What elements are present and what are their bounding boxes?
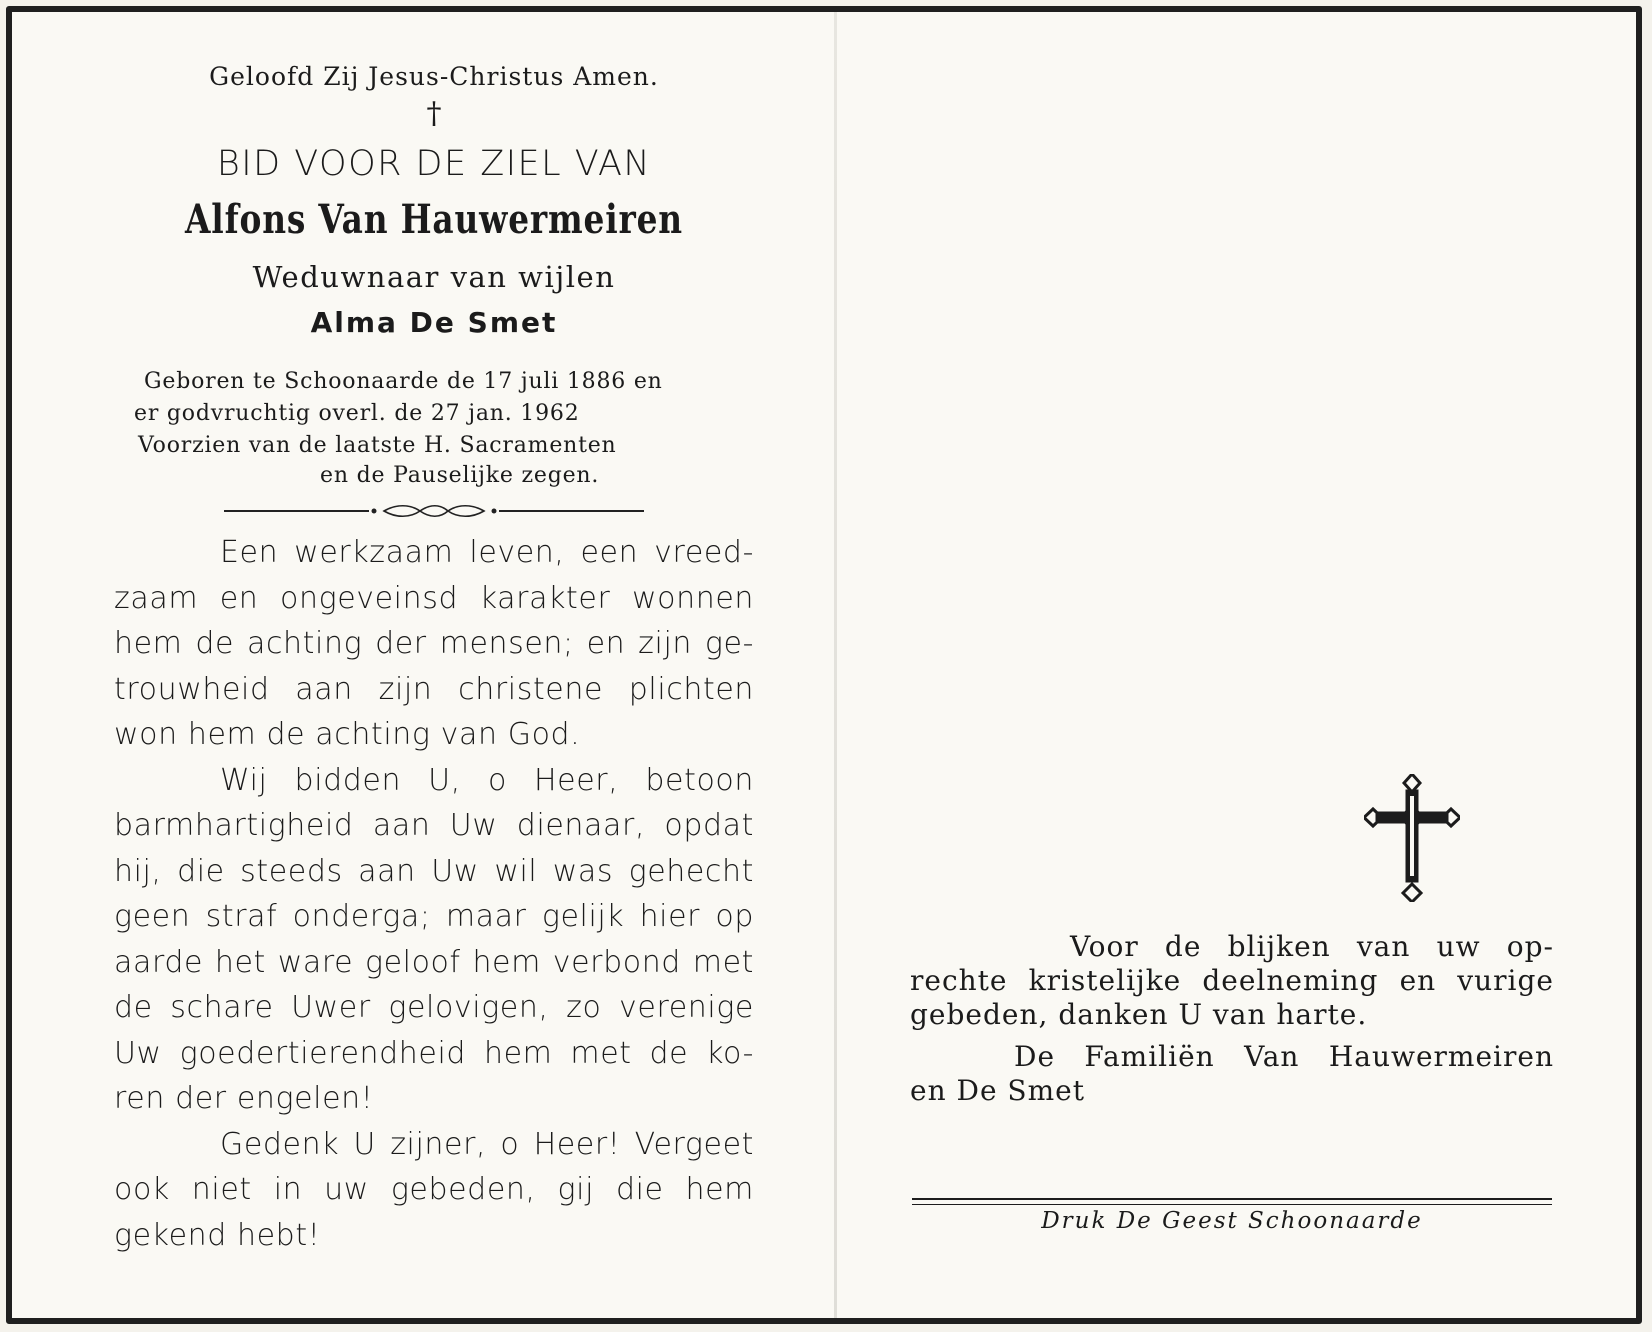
footer-rule	[912, 1198, 1552, 1200]
relation-text: Weduwnaar van wijlen	[252, 260, 616, 294]
birth-line: Geboren te Schoonaarde de 17 juli 1886 en	[144, 369, 663, 394]
text-line: gekend hebt!	[114, 1217, 321, 1253]
text-line: de schare Uwer gelovigen, zo verenige	[114, 990, 754, 1025]
text-line: Een werkzaam leven, een vreed-	[220, 535, 754, 570]
header-invocation: Geloofd Zij Jesus-Christus Amen.	[209, 62, 659, 91]
paragraph-3	[114, 1122, 754, 1259]
paragraph-1	[114, 530, 754, 758]
text-line: barmhartigheid aan Uw dienaar, opdat	[114, 808, 754, 843]
sacraments-line: Voorzien van de laatste H. Sacramenten	[138, 433, 617, 458]
ornament-divider	[224, 504, 644, 518]
memorial-card	[6, 6, 1642, 1324]
thanks-block	[910, 930, 1554, 1108]
text-line: Wij bidden U, o Heer, betoon	[220, 762, 754, 798]
prayer-heading: BID VOOR DE ZIEL VAN	[216, 144, 652, 184]
spouse-name: Alma De Smet	[310, 306, 558, 339]
printer-credit: Druk De Geest Schoonaarde	[1041, 1208, 1423, 1234]
dagger-icon: †	[426, 96, 442, 131]
text-line: ren der engelen!	[114, 1081, 374, 1116]
text-line: hem de achting der mensen; en zijn ge-	[114, 626, 754, 661]
text-line: ook niet in uw gebeden, gij die hem	[114, 1172, 754, 1207]
text-line: geen straf onderga; maar gelijk hier op	[114, 899, 754, 934]
dates-block	[134, 366, 764, 492]
paragraph-2	[114, 758, 754, 1122]
text-line: Uw goedertierendheid hem met de ko-	[114, 1035, 754, 1071]
text-line: trouwheid aan zijn christene plichten	[114, 671, 754, 707]
text-line: hij, die steeds aan Uw wil was gehecht	[114, 853, 754, 889]
thanks-line: gebeden, danken U van harte.	[910, 998, 1368, 1031]
family-signature-cont: en De Smet	[910, 1074, 1085, 1107]
family-signature: De Familiën Van Hauwermeiren	[1014, 1040, 1554, 1073]
death-line: er godvruchtig overl. de 27 jan. 1962	[134, 401, 580, 426]
prayer-body	[114, 530, 754, 1258]
deceased-name: Alfons Van Hauwermeiren	[185, 196, 683, 243]
ornate-cross-icon	[1364, 774, 1460, 902]
thanks-line: rechte kristelijke deelneming en vurige	[910, 964, 1554, 997]
text-line: zaam en ongeveinsd karakter wonnen	[114, 580, 754, 616]
text-line: aarde het ware geloof hem verbond met	[114, 944, 754, 980]
thanks-line: Voor de blijken van uw op-	[1070, 930, 1554, 963]
blessing-line: en de Pauselijke zegen.	[320, 463, 600, 488]
text-line: Gedenk U zijner, o Heer! Vergeet	[220, 1126, 754, 1162]
text-line: won hem de achting van God.	[114, 717, 581, 752]
footer-rule-thin	[912, 1204, 1552, 1205]
card-fold	[834, 12, 837, 1318]
